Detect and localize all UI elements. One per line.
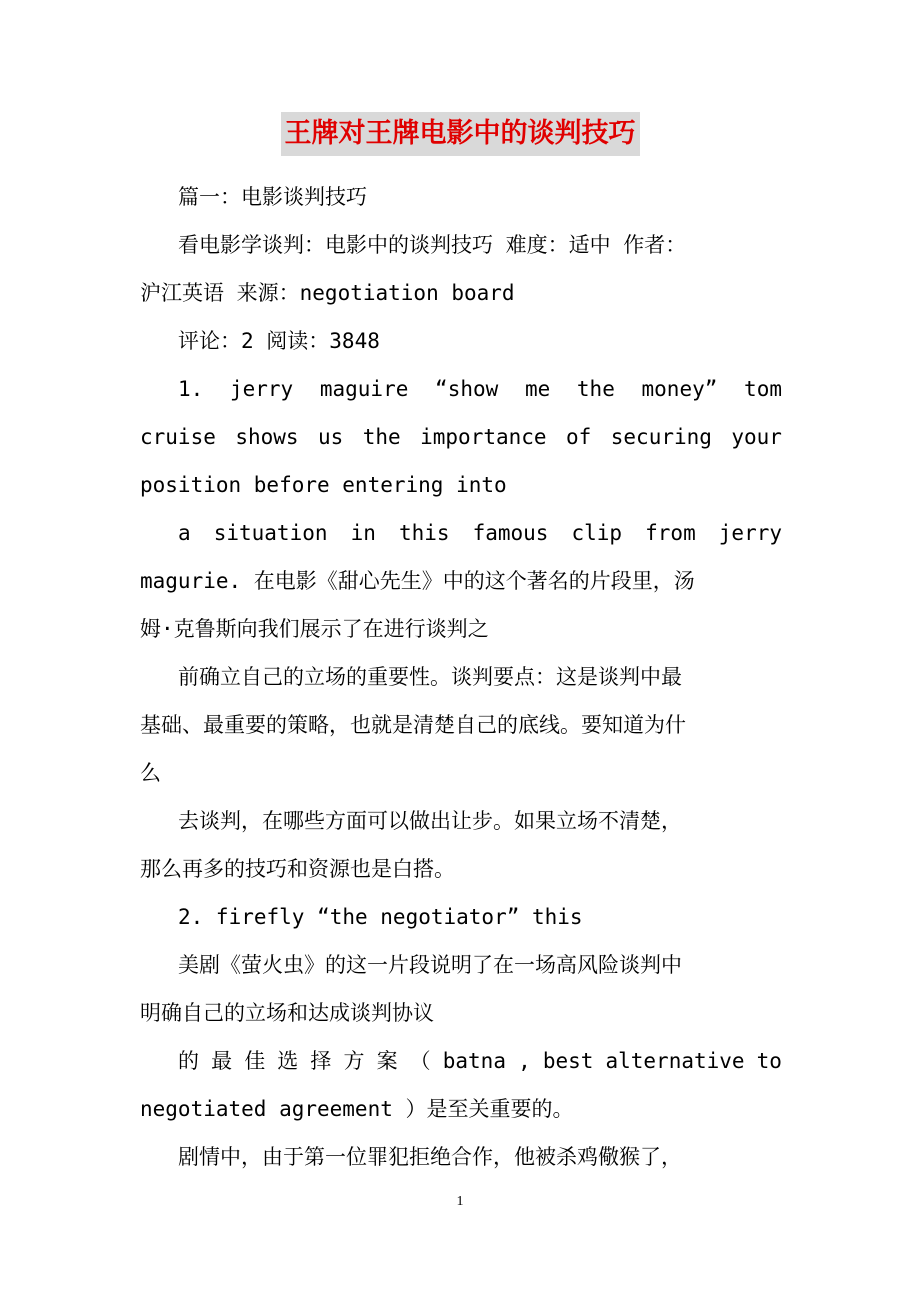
text-line: negotiated agreement ）是至关重要的。 (140, 1097, 574, 1121)
word: from (645, 521, 696, 545)
text-line-justified (178, 518, 782, 548)
word: maguire (319, 377, 409, 401)
text-line-justified (178, 1046, 782, 1076)
word: to (756, 1049, 782, 1073)
word: best (542, 1049, 594, 1073)
word: in (350, 521, 376, 545)
word: of (566, 425, 592, 449)
word: cruise (140, 425, 216, 449)
word: 佳 (244, 1049, 266, 1073)
word: batna (442, 1049, 506, 1073)
word: importance (420, 425, 547, 449)
text-line: 基础、最重要的策略，也就是清楚自己的底线。要知道为什 (140, 713, 686, 737)
word: securing (610, 425, 712, 449)
title-container (0, 112, 920, 156)
word: clip (571, 521, 623, 545)
text-line: 评论：2 阅读：3848 (178, 329, 380, 353)
word: money” (641, 377, 718, 401)
text-line: 沪江英语 来源：negotiation board (140, 281, 515, 305)
section-heading: 篇一：电影谈判技巧 (178, 185, 367, 209)
word: 1. (178, 377, 204, 401)
word: the (362, 425, 401, 449)
word: 案 (376, 1049, 398, 1073)
word: your (731, 425, 782, 449)
text-line: 么 (140, 761, 161, 785)
document-title: 王牌对王牌电影中的谈判技巧 (281, 112, 640, 156)
word: , (518, 1049, 531, 1073)
text-line: 美剧《萤火虫》的这一片段说明了在一场高风险谈判中 (178, 953, 682, 977)
word: shows (235, 425, 299, 449)
word: a (178, 521, 191, 545)
word: famous (472, 521, 549, 545)
word: situation (213, 521, 328, 545)
text-line: 前确立自己的立场的重要性。谈判要点：这是谈判中最 (178, 665, 682, 689)
word: 择 (310, 1049, 332, 1073)
word: tom (744, 377, 782, 401)
word: alternative (605, 1049, 745, 1073)
text-line: magurie. 在电影《甜心先生》中的这个著名的片段里，汤 (140, 569, 695, 593)
word: the (576, 377, 615, 401)
text-line-justified (140, 422, 782, 452)
word: us (317, 425, 344, 449)
word: jerry (229, 377, 294, 401)
word: “show (435, 377, 499, 401)
word: me (524, 377, 551, 401)
text-line: 剧情中，由于第一位罪犯拒绝合作，他被杀鸡儆猴了， (178, 1145, 682, 1169)
text-line: 那么再多的技巧和资源也是白搭。 (140, 857, 455, 881)
word: 最 (211, 1049, 233, 1073)
text-line: position before entering into (140, 473, 507, 497)
text-line: 明确自己的立场和达成谈判协议 (140, 1001, 434, 1025)
text-line-justified (178, 374, 782, 404)
text-line: 看电影学谈判：电影中的谈判技巧 难度：适中 作者： (178, 233, 687, 257)
word: 方 (343, 1049, 365, 1073)
word: this (398, 521, 450, 545)
text-line: 去谈判，在哪些方面可以做出让步。如果立场不清楚， (178, 809, 682, 833)
word: 选 (277, 1049, 299, 1073)
word: jerry (718, 521, 782, 545)
text-line: 姆·克鲁斯向我们展示了在进行谈判之 (140, 617, 489, 641)
page-number: 1 (456, 1194, 464, 1209)
word: （ (409, 1049, 431, 1073)
text-line: 2. firefly “the negotiator” this (178, 905, 583, 929)
word: 的 (178, 1049, 199, 1073)
